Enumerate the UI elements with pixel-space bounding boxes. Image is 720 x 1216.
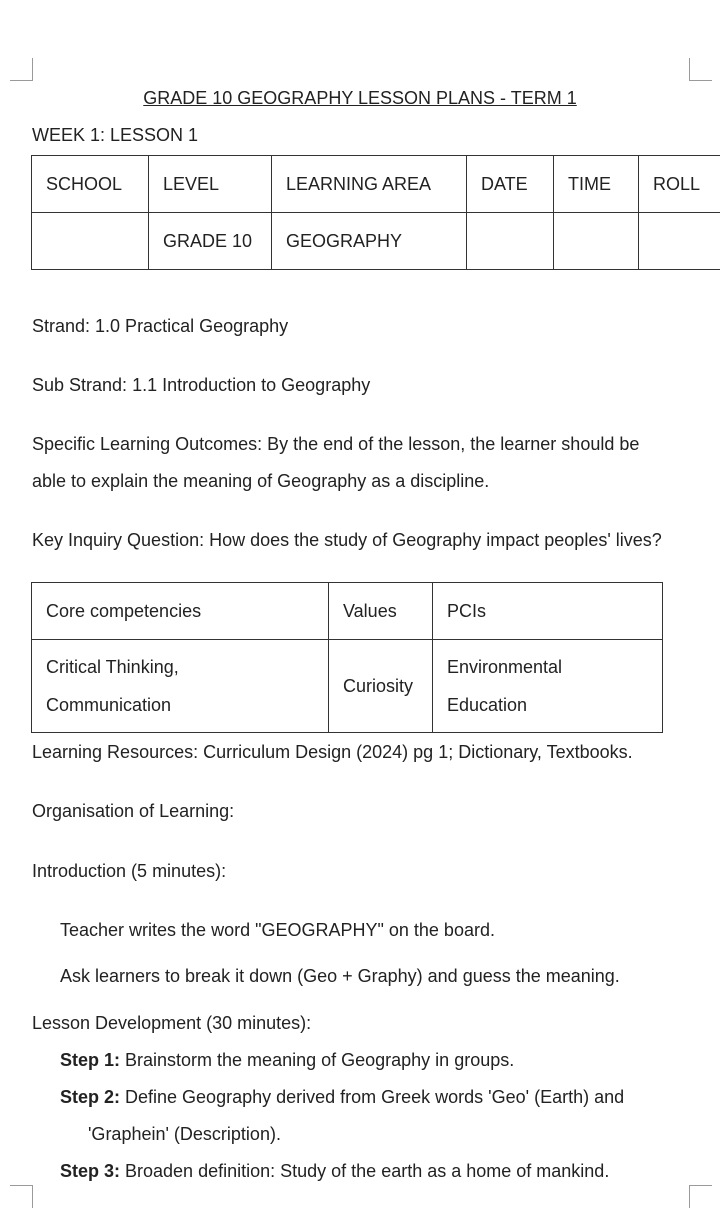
step-text: Brainstorm the meaning of Geography in groups. <box>120 1050 515 1070</box>
cell-core-competencies <box>32 640 329 733</box>
learning-resources: Learning Resources: Curriculum Design (2024) pg 1; Dictionary, Textbooks. <box>32 742 633 762</box>
header-values: Values <box>329 583 433 640</box>
step-text: Broaden definition: Study of the earth as a home of mankind. <box>120 1161 610 1181</box>
cell-date <box>467 213 554 270</box>
lesson-info-table <box>31 155 720 270</box>
header-roll: ROLL <box>639 156 720 213</box>
intro-item: Ask learners to break it down (Geo + Graphy) and guess the meaning. <box>60 966 620 986</box>
cell-roll <box>639 213 720 270</box>
table-row <box>32 156 720 213</box>
step-3 <box>60 1161 609 1182</box>
introduction-heading: Introduction (5 minutes): <box>32 861 227 881</box>
header-date: DATE <box>467 156 554 213</box>
lesson-development-heading: Lesson Development (30 minutes): <box>32 1013 312 1033</box>
learning-outcomes-line-2: able to explain the meaning of Geography as a discipline. <box>32 471 490 491</box>
header-time: TIME <box>554 156 639 213</box>
document-title: GRADE 10 GEOGRAPHY LESSON PLANS - TERM 1 <box>143 88 577 108</box>
crop-mark-bottom-right <box>689 1185 712 1208</box>
pci-line-2: Education <box>447 695 528 715</box>
cell-values: Curiosity <box>329 640 433 733</box>
cell-pcis <box>433 640 663 733</box>
cell-learning-area: GEOGRAPHY <box>272 213 467 270</box>
cell-level: GRADE 10 <box>149 213 272 270</box>
key-inquiry-question: Key Inquiry Question: How does the study of Geography impact peoples' lives? <box>32 530 662 550</box>
table-row <box>32 640 663 733</box>
organisation-heading: Organisation of Learning: <box>32 801 235 821</box>
cell-time <box>554 213 639 270</box>
week-heading: WEEK 1: LESSON 1 <box>32 125 199 145</box>
cell-school <box>32 213 149 270</box>
strand-text: Strand: 1.0 Practical Geography <box>32 316 289 336</box>
crop-mark-top-left <box>10 58 33 81</box>
step-label: Step 3: <box>60 1161 121 1181</box>
header-pcis: PCIs <box>433 583 663 640</box>
competencies-table <box>31 582 663 733</box>
pci-line-1: Environmental <box>447 657 563 677</box>
sub-strand-text: Sub Strand: 1.1 Introduction to Geography <box>32 375 371 395</box>
step-2-continuation: 'Graphein' (Description). <box>88 1124 281 1144</box>
competency-communication: Communication <box>46 695 172 715</box>
header-school: SCHOOL <box>32 156 149 213</box>
crop-mark-top-right <box>689 58 712 81</box>
step-label: Step 1: <box>60 1050 121 1070</box>
competency-critical-thinking: Critical Thinking, <box>46 657 179 677</box>
step-1 <box>60 1050 514 1071</box>
step-label: Step 2: <box>60 1087 121 1107</box>
intro-item: Teacher writes the word "GEOGRAPHY" on the board. <box>60 920 495 940</box>
header-learning-area: LEARNING AREA <box>272 156 467 213</box>
crop-mark-bottom-left <box>10 1185 33 1208</box>
header-core-competencies: Core competencies <box>32 583 329 640</box>
header-level: LEVEL <box>149 156 272 213</box>
table-row <box>32 583 663 640</box>
step-text: Define Geography derived from Greek words 'Geo' (Earth) and <box>120 1087 625 1107</box>
table-row <box>32 213 720 270</box>
step-2 <box>60 1087 624 1108</box>
learning-outcomes-line-1: Specific Learning Outcomes: By the end of the lesson, the learner should be <box>32 434 640 454</box>
